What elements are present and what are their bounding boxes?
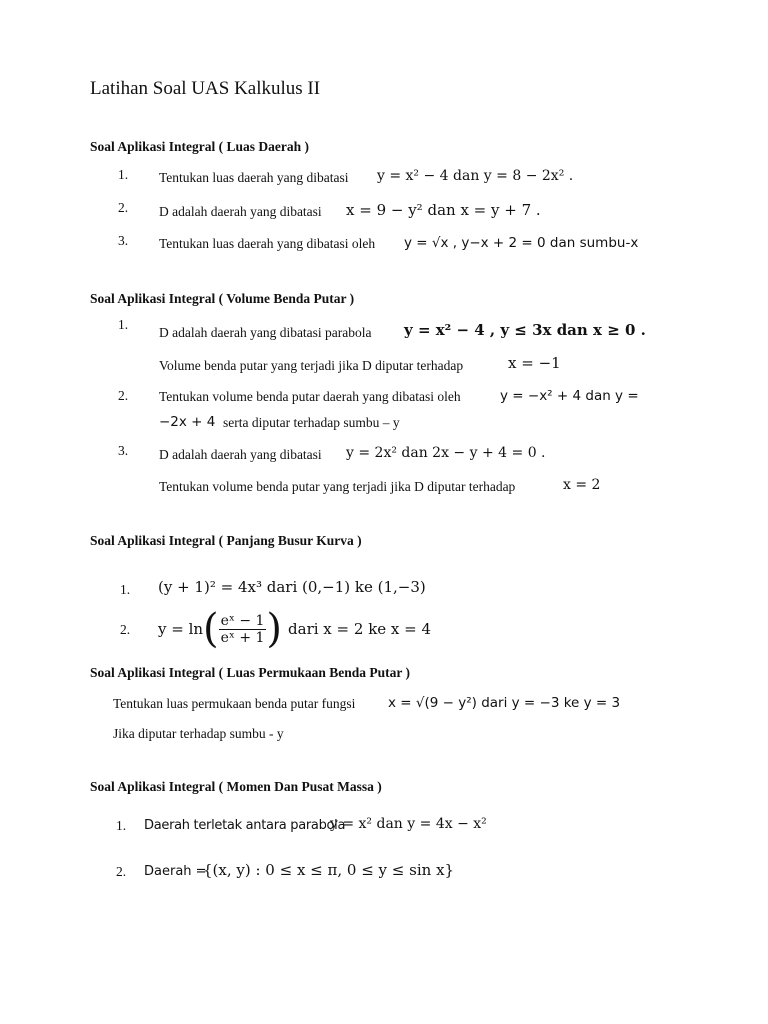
section-heading-volume-benda-putar: Soal Aplikasi Integral ( Volume Benda Putar ) [90, 291, 355, 306]
section-heading-luas-daerah: Soal Aplikasi Integral ( Luas Daerah ) [90, 139, 310, 154]
item-math: y = −x² + 4 dan y = [500, 388, 639, 404]
item-text: Tentukan volume benda putar daerah yang dibatasi oleh [159, 389, 461, 404]
surface-math: x = √(9 − y²) dari y = −3 ke y = 3 [388, 695, 621, 711]
section-heading-luas-permukaan: Soal Aplikasi Integral ( Luas Permukaan Benda Putar ) [90, 665, 411, 680]
item-math-line2: x = 2 [563, 477, 601, 493]
formula-suffix: dari x = 2 ke x = 4 [288, 620, 432, 638]
item-math-line2: −2x + 4 [159, 414, 216, 430]
right-paren: ) [266, 606, 283, 652]
item-math: y = x² − 4 dan y = 8 − 2x² . [377, 168, 574, 184]
item-text-line2: Volume benda putar yang terjadi jika D diputar terhadap [159, 358, 464, 373]
left-paren: ( [203, 606, 219, 652]
item-text: D adalah daerah yang dibatasi [159, 204, 322, 219]
item-math: x = 9 − y² dan x = y + 7 . [346, 201, 541, 219]
arc-length-formula [158, 604, 431, 654]
item-number: 3. [118, 233, 129, 248]
item-text: D adalah daerah yang dibatasi [159, 447, 322, 462]
item-number: 2. [118, 200, 129, 215]
item-math: {(x, y) : 0 ≤ x ≤ π, 0 ≤ y ≤ sin x} [203, 861, 455, 879]
item-text: Tentukan luas daerah yang dibatasi oleh [159, 236, 376, 251]
item-number: 1. [120, 582, 131, 597]
surface-text-line2: Jika diputar terhadap sumbu - y [113, 726, 284, 741]
item-text-line2: serta diputar terhadap sumbu – y [223, 415, 400, 430]
item-text-line2: Tentukan volume benda putar yang terjadi jika D diputar terhadap [159, 479, 516, 494]
section-heading-panjang-busur: Soal Aplikasi Integral ( Panjang Busur Kurva ) [90, 533, 362, 548]
item-number: 2. [120, 622, 131, 637]
fraction [219, 613, 267, 646]
item-number: 1. [118, 317, 129, 332]
item-text: Daerah terletak antara parabola [144, 818, 346, 833]
item-number: 1. [118, 167, 129, 182]
item-math: y = √x , y−x + 2 = 0 dan sumbu-x [404, 235, 639, 251]
item-math: y = x² − 4 , y ≤ 3x dan x ≥ 0 . [404, 321, 646, 339]
item-number: 2. [118, 388, 129, 403]
item-text: Tentukan luas daerah yang dibatasi [159, 170, 349, 185]
item-text: Daerah = [144, 864, 207, 879]
fraction-numerator: eˣ − 1 [220, 612, 265, 629]
item-math-line2: x = −1 [508, 354, 561, 372]
fraction-denominator: eˣ + 1 [220, 629, 265, 646]
formula-prefix: y = ln [158, 620, 204, 638]
item-number: 1. [116, 818, 127, 833]
page-title: Latihan Soal UAS Kalkulus II [90, 78, 321, 99]
section-heading-momen: Soal Aplikasi Integral ( Momen Dan Pusat Massa ) [90, 779, 382, 794]
item-number: 2. [116, 864, 127, 879]
item-text: D adalah daerah yang dibatasi parabola [159, 325, 372, 340]
item-number: 3. [118, 443, 129, 458]
item-math: y = x² dan y = 4x − x² [330, 816, 487, 832]
item-math: y = 2x² dan 2x − y + 4 = 0 . [346, 445, 546, 461]
surface-text: Tentukan luas permukaan benda putar fungsi [113, 696, 356, 711]
item-math: (y + 1)² = 4x³ dari (0,−1) ke (1,−3) [158, 578, 426, 596]
